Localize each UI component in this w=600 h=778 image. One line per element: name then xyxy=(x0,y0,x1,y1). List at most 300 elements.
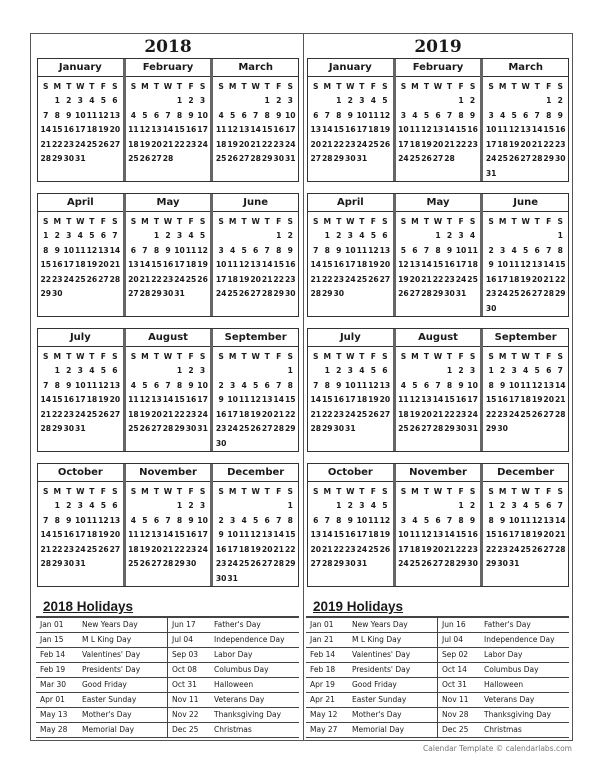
empty-cell xyxy=(98,167,110,182)
day-cell: 8 xyxy=(54,110,60,120)
month-block xyxy=(308,59,393,181)
day-cell: 30 xyxy=(51,289,63,298)
day-cell: 15 xyxy=(554,260,566,269)
day-cell: 12 xyxy=(421,125,432,134)
empty-cell xyxy=(109,167,121,182)
day-cell: 5 xyxy=(382,501,388,510)
empty-cell xyxy=(52,167,64,182)
weekday-header: M xyxy=(323,217,332,226)
day-cell: 1 xyxy=(546,96,552,105)
day-cell: 30 xyxy=(185,424,197,433)
month-grid xyxy=(483,482,568,586)
weekday-header: W xyxy=(163,352,173,361)
day-cell: 24 xyxy=(356,139,368,149)
day-cell: 3 xyxy=(229,380,236,390)
day-cell xyxy=(497,229,509,244)
holiday-row xyxy=(438,708,569,723)
holiday-name: M L King Day xyxy=(352,635,402,644)
holiday-row xyxy=(306,648,437,663)
empty-cell xyxy=(227,437,239,452)
day-cell: 11 xyxy=(86,380,98,390)
holiday-name: Veterans Day xyxy=(214,695,265,704)
day-cell: 1 xyxy=(336,96,342,105)
day-cell: 21 xyxy=(162,544,174,554)
day-cell: 5 xyxy=(370,231,377,240)
day-cell: 24 xyxy=(455,274,467,284)
day-cell: 11 xyxy=(398,395,409,404)
day-cell: 17 xyxy=(197,395,208,404)
empty-cell xyxy=(409,572,421,587)
month-block xyxy=(38,59,123,181)
day-cell: 29 xyxy=(51,559,63,568)
day-cell xyxy=(227,229,239,244)
day-cell: 11 xyxy=(508,260,520,269)
day-cell: 3 xyxy=(218,245,224,255)
day-cell: 26 xyxy=(86,274,98,284)
holiday-date: Sep 03 xyxy=(172,650,199,659)
day-cell: 9 xyxy=(469,110,476,120)
day-cell xyxy=(151,364,163,379)
day-cell: 19 xyxy=(398,274,409,284)
day-cell: 1 xyxy=(324,366,330,375)
empty-cell xyxy=(322,302,334,317)
day-cell: 23 xyxy=(444,274,455,284)
day-cell: 8 xyxy=(336,110,342,120)
empty-cell xyxy=(432,167,444,182)
empty-cell xyxy=(543,557,555,572)
day-cell: 29 xyxy=(554,289,566,298)
day-cell: 24 xyxy=(398,154,409,163)
day-cell: 2 xyxy=(446,231,453,240)
weekday-header: W xyxy=(163,217,173,226)
day-cell: 27 xyxy=(310,154,322,163)
day-cell: 3 xyxy=(511,501,517,510)
day-cell: 8 xyxy=(153,245,160,255)
day-cell: 11 xyxy=(368,515,379,525)
day-cell: 9 xyxy=(557,110,563,120)
day-cell xyxy=(128,94,140,109)
day-cell: 1 xyxy=(458,96,464,105)
day-cell: 6 xyxy=(382,231,388,240)
day-cell: 31 xyxy=(508,559,520,568)
empty-cell xyxy=(444,572,456,587)
day-cell: 28 xyxy=(421,289,432,298)
day-cell: 18 xyxy=(86,530,98,539)
day-cell: 15 xyxy=(284,395,296,404)
day-cell: 30 xyxy=(63,559,75,568)
holiday-name: Independence Day xyxy=(484,635,555,644)
day-cell: 2 xyxy=(347,501,353,510)
empty-cell xyxy=(333,437,345,452)
day-cell: 12 xyxy=(238,260,250,269)
day-cell: 25 xyxy=(86,139,98,149)
weekday-header: T xyxy=(511,82,517,91)
day-cell: 18 xyxy=(368,530,379,539)
weekday-header: T xyxy=(153,82,160,91)
empty-cell xyxy=(197,167,209,182)
weekday-header: T xyxy=(89,352,95,361)
day-cell xyxy=(139,364,151,379)
day-cell: 7 xyxy=(313,380,319,390)
month-name: June xyxy=(483,194,568,212)
day-cell: 8 xyxy=(458,110,464,120)
weekday-header: F xyxy=(546,82,552,91)
empty-cell xyxy=(345,572,357,587)
day-cell: 19 xyxy=(379,530,391,539)
day-cell: 6 xyxy=(241,110,247,120)
day-cell: 16 xyxy=(273,125,284,134)
day-cell: 9 xyxy=(287,245,293,255)
day-cell: 23 xyxy=(333,409,345,419)
day-cell: 27 xyxy=(261,559,273,568)
day-cell xyxy=(151,499,163,514)
day-cell: 12 xyxy=(86,245,98,255)
holiday-row xyxy=(438,678,569,693)
weekday-header: F xyxy=(276,487,282,496)
day-cell: 24 xyxy=(197,409,208,419)
holiday-name: Good Friday xyxy=(352,680,397,689)
weekday-header: T xyxy=(66,352,72,361)
empty-cell xyxy=(554,422,566,437)
day-cell: 15 xyxy=(284,530,296,539)
empty-cell xyxy=(98,422,110,437)
day-cell: 10 xyxy=(356,110,368,120)
empty-cell xyxy=(238,302,250,317)
weekday-header: T xyxy=(359,217,365,226)
day-cell: 1 xyxy=(488,366,494,375)
weekday-header: F xyxy=(100,82,106,91)
day-cell: 29 xyxy=(455,559,467,568)
day-cell: 29 xyxy=(273,289,284,298)
day-cell: 28 xyxy=(250,154,261,163)
day-cell: 9 xyxy=(218,530,224,539)
day-cell: 5 xyxy=(253,515,259,525)
day-cell: 5 xyxy=(400,245,407,255)
day-cell: 7 xyxy=(313,245,319,255)
day-cell: 31 xyxy=(356,154,368,163)
day-cell: 24 xyxy=(227,424,238,433)
day-cell: 10 xyxy=(227,530,238,539)
day-cell: 3 xyxy=(359,501,365,510)
year-divider xyxy=(303,34,304,740)
day-cell: 18 xyxy=(86,125,98,134)
day-cell: 21 xyxy=(444,139,455,149)
weekday-header: W xyxy=(521,217,530,226)
day-cell: 4 xyxy=(412,515,418,525)
empty-cell xyxy=(398,572,410,587)
day-cell xyxy=(432,499,444,514)
day-cell: 27 xyxy=(310,559,322,568)
day-cell: 25 xyxy=(86,544,98,554)
day-cell: 26 xyxy=(139,559,151,568)
weekday-header: M xyxy=(53,217,62,226)
day-cell: 17 xyxy=(497,274,508,284)
empty-cell xyxy=(86,422,98,437)
month-block xyxy=(38,464,123,586)
weekday-header: M xyxy=(141,217,149,226)
weekday-header: W xyxy=(251,487,260,496)
day-cell: 6 xyxy=(253,245,259,255)
empty-cell xyxy=(174,152,186,167)
day-cell: 5 xyxy=(142,515,148,525)
holiday-row xyxy=(438,723,569,738)
day-cell: 2 xyxy=(218,380,224,390)
empty-cell xyxy=(185,302,197,317)
empty-cell xyxy=(455,572,467,587)
month-block xyxy=(123,59,211,181)
day-cell: 4 xyxy=(218,110,224,120)
weekday-header: T xyxy=(66,217,72,226)
empty-cell xyxy=(485,572,497,587)
empty-cell xyxy=(543,422,555,437)
day-cell: 25 xyxy=(128,424,139,433)
day-cell: 24 xyxy=(356,544,368,554)
day-cell: 3 xyxy=(499,245,506,255)
weekday-header: T xyxy=(359,487,365,496)
day-cell: 11 xyxy=(75,245,86,255)
empty-cell xyxy=(52,572,64,587)
day-cell: 9 xyxy=(66,380,72,390)
empty-cell xyxy=(98,152,110,167)
day-cell: 2 xyxy=(336,366,342,375)
holiday-date: May 28 xyxy=(40,725,68,734)
empty-cell xyxy=(227,302,239,317)
day-cell: 6 xyxy=(435,515,441,525)
day-cell: 29 xyxy=(432,289,444,298)
day-cell: 1 xyxy=(264,96,270,105)
day-cell xyxy=(139,229,151,244)
day-cell xyxy=(432,94,444,109)
weekday-header: S xyxy=(488,217,494,226)
empty-cell xyxy=(162,437,174,452)
day-cell: 10 xyxy=(345,245,356,255)
day-cell: 18 xyxy=(86,395,98,404)
day-cell: 31 xyxy=(345,424,356,433)
day-cell: 8 xyxy=(43,245,49,255)
empty-cell xyxy=(86,572,98,587)
day-cell: 5 xyxy=(100,366,107,375)
month-grid xyxy=(213,77,298,181)
day-cell: 20 xyxy=(379,395,391,404)
day-cell: 18 xyxy=(227,274,238,284)
month-block xyxy=(393,329,481,451)
day-cell: 18 xyxy=(238,544,250,554)
day-cell: 25 xyxy=(520,544,531,554)
empty-cell xyxy=(75,287,87,302)
day-cell: 27 xyxy=(250,289,261,298)
empty-cell xyxy=(215,302,227,317)
day-cell xyxy=(128,229,140,244)
day-cell: 6 xyxy=(534,245,540,255)
day-cell: 8 xyxy=(336,515,342,525)
weekday-header: S xyxy=(43,82,49,91)
day-cell: 14 xyxy=(310,395,322,404)
empty-cell xyxy=(86,152,98,167)
day-cell: 2 xyxy=(276,96,282,105)
day-cell: 16 xyxy=(467,125,478,134)
weekday-header: S xyxy=(488,352,494,361)
empty-cell xyxy=(368,572,380,587)
day-cell: 5 xyxy=(229,110,236,120)
holiday-name: Father's Day xyxy=(484,620,531,629)
empty-cell xyxy=(543,167,555,182)
weekday-header: T xyxy=(176,352,183,361)
day-cell xyxy=(162,94,174,109)
day-cell: 6 xyxy=(523,110,529,120)
holidays-title: 2018 Holidays xyxy=(43,599,134,614)
day-cell: 11 xyxy=(497,125,508,134)
month-name: February xyxy=(126,59,211,77)
day-cell: 14 xyxy=(554,380,566,390)
day-cell: 6 xyxy=(313,110,319,120)
empty-cell xyxy=(432,572,444,587)
day-cell: 17 xyxy=(398,544,409,554)
day-cell: 9 xyxy=(336,245,342,255)
holiday-date: Dec 25 xyxy=(442,725,469,734)
weekday-header: S xyxy=(469,352,476,361)
weekday-header: M xyxy=(141,82,149,91)
day-cell: 2 xyxy=(66,366,72,375)
day-cell: 20 xyxy=(310,139,322,149)
day-cell: 29 xyxy=(485,424,497,433)
weekday-header: T xyxy=(446,352,453,361)
empty-cell xyxy=(139,302,151,317)
day-cell: 18 xyxy=(497,139,508,149)
holiday-date: Apr 01 xyxy=(40,695,65,704)
empty-cell xyxy=(174,167,186,182)
holiday-date: Jan 15 xyxy=(40,635,64,644)
day-cell: 29 xyxy=(321,289,333,298)
day-cell: 12 xyxy=(421,530,432,539)
month-name: January xyxy=(38,59,123,77)
empty-cell xyxy=(261,437,273,452)
day-cell: 4 xyxy=(89,366,95,375)
day-cell: 10 xyxy=(284,110,296,120)
day-cell: 11 xyxy=(86,110,98,120)
weekday-header: W xyxy=(346,487,355,496)
day-cell: 18 xyxy=(238,409,250,419)
day-cell: 15 xyxy=(261,125,273,134)
day-cell: 15 xyxy=(51,530,63,539)
weekday-header: T xyxy=(446,82,453,91)
day-cell: 27 xyxy=(109,409,121,419)
day-cell xyxy=(238,94,250,109)
day-cell: 25 xyxy=(227,289,238,298)
empty-cell xyxy=(520,302,532,317)
day-cell: 5 xyxy=(89,231,95,240)
holidays-column xyxy=(437,618,569,738)
day-cell: 9 xyxy=(347,515,353,525)
day-cell: 20 xyxy=(261,544,273,554)
day-cell xyxy=(40,364,52,379)
empty-cell xyxy=(197,152,209,167)
day-cell: 6 xyxy=(264,380,270,390)
empty-cell xyxy=(310,572,322,587)
holiday-row xyxy=(438,648,569,663)
day-cell: 28 xyxy=(40,559,52,568)
day-cell: 14 xyxy=(543,260,554,269)
day-cell: 8 xyxy=(557,245,563,255)
day-cell: 16 xyxy=(185,530,197,539)
day-cell xyxy=(531,94,543,109)
day-cell: 28 xyxy=(310,424,322,433)
day-cell: 18 xyxy=(215,139,227,149)
day-cell: 12 xyxy=(368,380,379,390)
day-cell: 17 xyxy=(75,395,86,404)
empty-cell xyxy=(86,167,98,182)
day-cell: 6 xyxy=(153,515,160,525)
day-cell: 10 xyxy=(197,515,208,525)
month-grid xyxy=(213,347,298,451)
day-cell: 18 xyxy=(128,544,139,554)
holiday-date: Nov 11 xyxy=(442,695,469,704)
holiday-name: Easter Sunday xyxy=(82,695,137,704)
empty-cell xyxy=(284,437,296,452)
day-cell: 21 xyxy=(40,139,52,149)
day-cell: 24 xyxy=(497,289,508,298)
weekday-header: M xyxy=(411,352,419,361)
weekday-header: S xyxy=(557,487,563,496)
day-cell: 13 xyxy=(531,260,543,269)
day-cell: 15 xyxy=(432,260,444,269)
empty-cell xyxy=(455,437,467,452)
day-cell: 2 xyxy=(66,501,72,510)
holiday-date: Nov 28 xyxy=(442,710,469,719)
day-cell: 12 xyxy=(250,530,261,539)
day-cell: 16 xyxy=(345,530,356,539)
day-cell: 13 xyxy=(151,395,162,404)
weekday-header: M xyxy=(498,217,507,226)
day-cell: 25 xyxy=(128,154,139,163)
day-cell: 25 xyxy=(238,559,250,568)
empty-cell xyxy=(421,302,433,317)
day-cell: 1 xyxy=(435,231,441,240)
weekday-header: S xyxy=(43,217,49,226)
weekday-header: M xyxy=(411,487,419,496)
day-cell: 25 xyxy=(238,424,250,433)
weekday-header: T xyxy=(511,217,517,226)
weekday-header: S xyxy=(382,217,388,226)
day-cell: 25 xyxy=(86,409,98,419)
day-cell: 3 xyxy=(469,366,476,375)
day-cell: 18 xyxy=(398,409,409,419)
holiday-row xyxy=(438,693,569,708)
day-cell: 19 xyxy=(250,544,261,554)
day-cell: 17 xyxy=(356,530,368,539)
day-cell: 27 xyxy=(98,274,109,284)
empty-cell xyxy=(284,167,296,182)
quarter-row xyxy=(307,58,569,182)
day-cell: 14 xyxy=(162,395,174,404)
holiday-name: Veterans Day xyxy=(484,695,535,704)
day-cell: 19 xyxy=(227,139,238,149)
empty-cell xyxy=(185,152,197,167)
weekday-header: M xyxy=(323,352,332,361)
empty-cell xyxy=(197,572,209,587)
day-cell: 24 xyxy=(345,274,356,284)
month-grid xyxy=(126,347,211,451)
day-cell: 24 xyxy=(508,409,520,419)
day-cell: 28 xyxy=(531,154,543,163)
day-cell xyxy=(398,499,410,514)
day-cell: 10 xyxy=(398,125,409,134)
empty-cell xyxy=(273,572,285,587)
day-cell: 29 xyxy=(40,289,52,298)
day-cell: 9 xyxy=(188,515,194,525)
day-cell: 18 xyxy=(128,139,139,149)
day-cell: 15 xyxy=(273,260,284,269)
day-cell: 5 xyxy=(199,231,206,240)
